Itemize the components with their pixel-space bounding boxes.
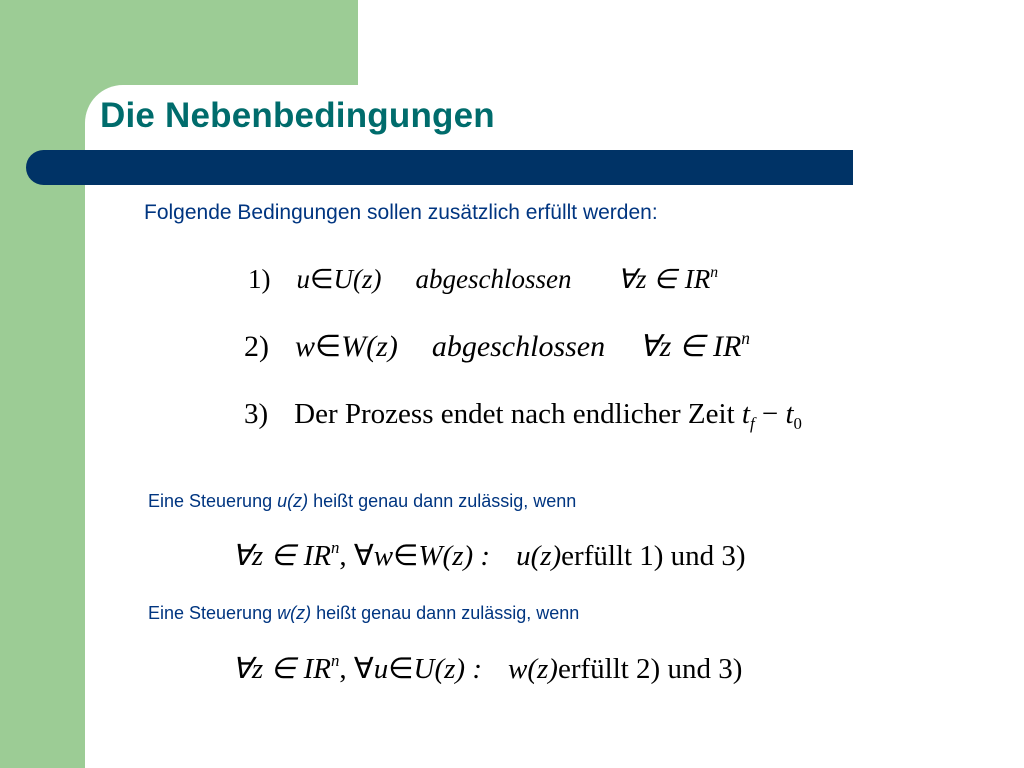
set-argument: (z) :: [442, 540, 491, 572]
forall-quantifier: ∀z ∈: [232, 653, 296, 685]
subscript-f: f: [749, 413, 755, 433]
title-underline-bar: [26, 150, 853, 185]
definition-suffix: heißt genau dann zulässig, wenn: [308, 491, 577, 511]
element-symbol: ∈: [388, 653, 414, 685]
definition-prefix: Eine Steuerung: [148, 603, 278, 623]
definition-prefix: Eine Steuerung: [148, 491, 278, 511]
set-argument: (z): [366, 330, 398, 363]
time-subscript-f: [750, 414, 755, 433]
separator: , ∀: [339, 653, 374, 685]
separator: , ∀: [339, 540, 374, 572]
control-set: U: [333, 264, 354, 294]
condition-2: [244, 329, 750, 364]
control-variable: w: [295, 330, 316, 363]
start-time-variable: t: [785, 398, 794, 430]
other-variable: u: [373, 653, 389, 685]
condition-number: 3): [244, 398, 269, 430]
definition-w-text: [148, 603, 579, 624]
set-argument: (z) :: [434, 653, 482, 685]
other-variable: w: [373, 540, 394, 572]
space-symbol: IR: [684, 264, 711, 294]
definition-suffix: heißt genau dann zulässig, wenn: [311, 603, 580, 623]
definition-w-formula: [232, 651, 742, 686]
other-set: U: [413, 653, 435, 685]
space-exponent: n: [741, 327, 750, 348]
space-exponent: n: [331, 651, 340, 671]
space-exponent: n: [710, 264, 719, 282]
control-expression: w(z): [508, 653, 558, 685]
condition-text: Der Prozess endet nach endlicher Zeit: [294, 398, 735, 430]
control-set: W: [341, 330, 367, 363]
set-argument: (z): [353, 264, 382, 294]
control-expression: u(z): [516, 540, 562, 572]
element-symbol: ∈: [315, 330, 342, 363]
time-subscript-0: 0: [793, 413, 802, 433]
element-symbol: ∈: [393, 540, 419, 572]
other-set: W: [418, 540, 443, 572]
space-symbol: IR: [303, 653, 332, 685]
slide-title: Die Nebenbedingungen: [100, 96, 495, 135]
condition-1: [248, 264, 718, 295]
fulfils-text: erfüllt 1) und 3): [561, 540, 746, 572]
forall-quantifier: ∀z ∈: [639, 330, 705, 363]
control-variable: u: [296, 264, 310, 294]
condition-number: 1): [248, 264, 271, 294]
element-symbol: ∈: [310, 264, 334, 294]
definition-variable: w(z): [277, 603, 312, 623]
definition-variable: u(z): [277, 491, 309, 511]
minus-sign: −: [754, 398, 786, 430]
time-variable: t: [741, 398, 750, 430]
closedness-word: abgeschlossen: [415, 264, 572, 294]
intro-text: Folgende Bedingungen sollen zusätzlich erfüllt werden:: [144, 201, 658, 224]
space-symbol: IR: [303, 540, 332, 572]
fulfils-text: erfüllt 2) und 3): [557, 653, 743, 685]
definition-u-formula: [232, 538, 746, 573]
space-symbol: IR: [712, 330, 742, 363]
condition-3: [244, 398, 802, 431]
space-exponent: n: [331, 538, 340, 558]
definition-u-text: [148, 491, 576, 512]
closedness-word: abgeschlossen: [431, 330, 606, 363]
forall-quantifier: ∀z ∈: [617, 264, 677, 294]
condition-number: 2): [244, 330, 269, 363]
forall-quantifier: ∀z ∈: [232, 540, 296, 572]
